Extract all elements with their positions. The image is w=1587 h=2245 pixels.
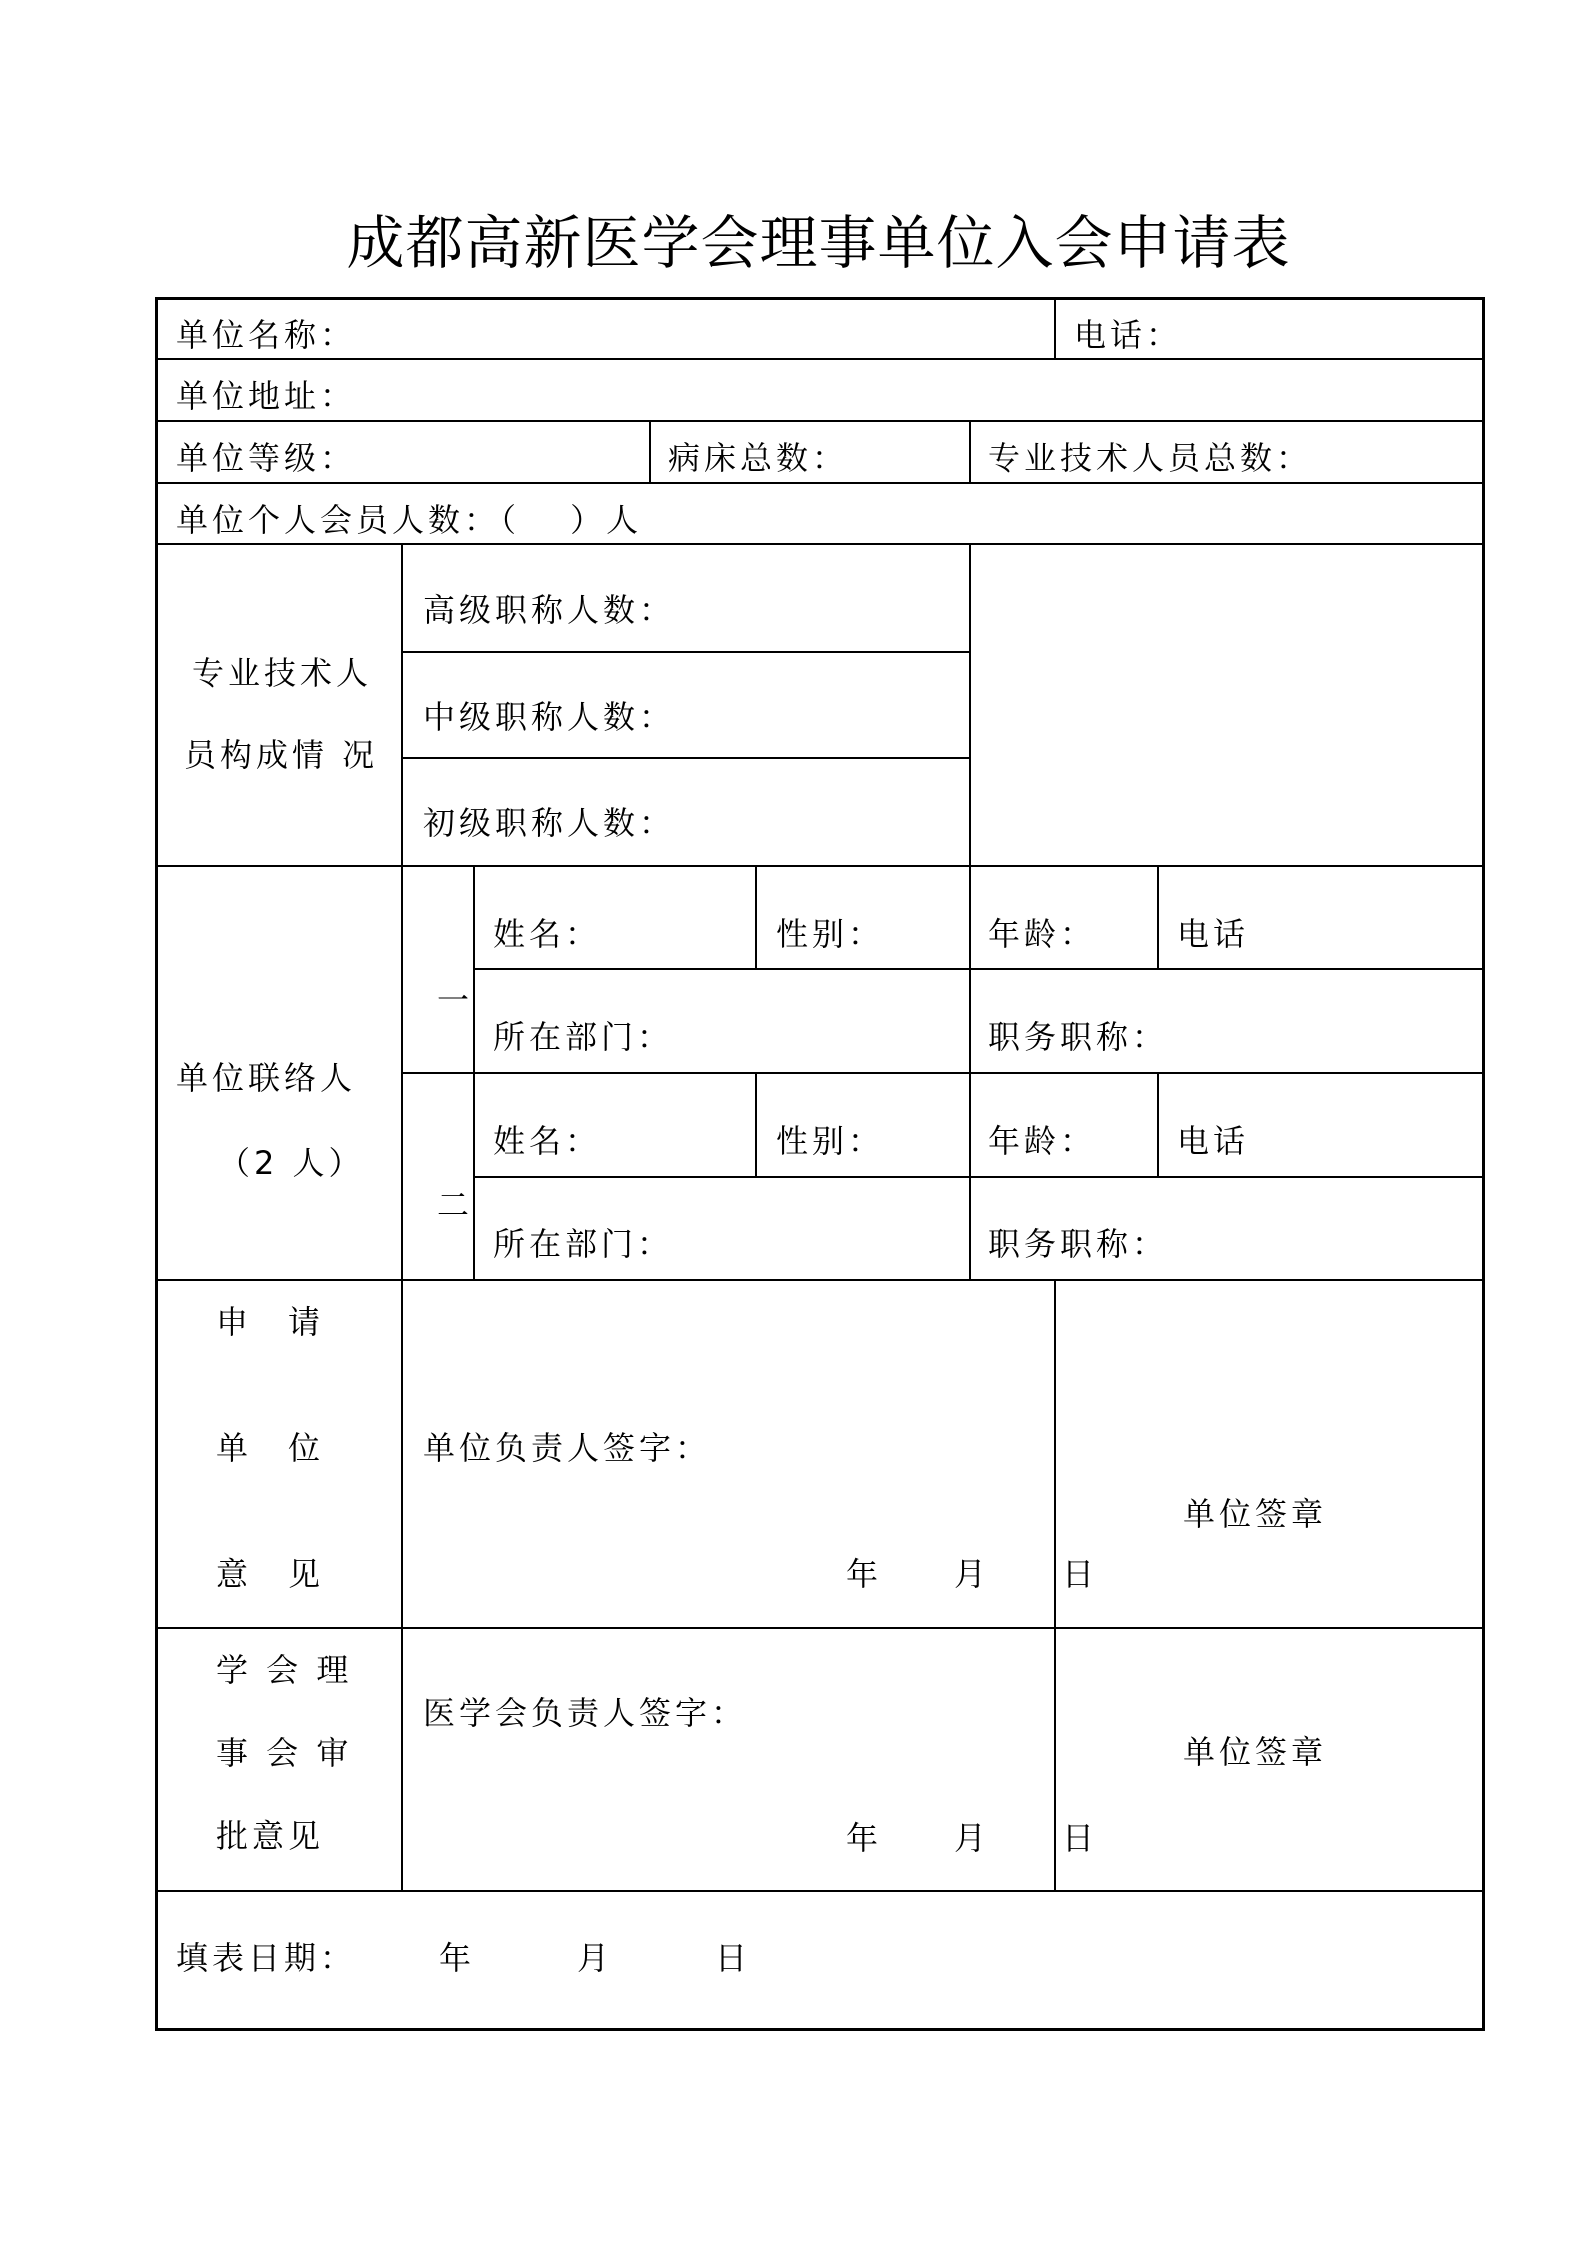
col-divider xyxy=(649,420,651,483)
senior-title-count-field[interactable]: 高级职称人数： xyxy=(423,591,676,629)
col-divider xyxy=(1157,865,1159,969)
approve-section-label: 事 会 审 xyxy=(216,1734,353,1772)
apply-date-field[interactable]: 年 月 日 xyxy=(846,1555,1099,1593)
approve-section-label: 学 会 理 xyxy=(216,1651,353,1689)
junior-title-count-field[interactable]: 初级职称人数： xyxy=(423,804,676,842)
contact-2-phone-field[interactable]: 电话 xyxy=(1177,1122,1250,1160)
col-divider xyxy=(969,543,971,866)
approve-section-label: 批意见 xyxy=(216,1817,325,1855)
col-divider xyxy=(1157,1072,1159,1177)
contact-2-department-field[interactable]: 所在部门： xyxy=(493,1225,674,1263)
fill-date-field[interactable]: 年 月 日 xyxy=(439,1939,762,1977)
contact-section-label: 单位联络人 xyxy=(176,1059,357,1097)
col-divider xyxy=(1054,297,1056,359)
staff-section-label: 专业技术人 xyxy=(192,654,373,692)
contact-section-label: （2 人） xyxy=(218,1144,365,1182)
contact-2-gender-field[interactable]: 性别： xyxy=(776,1122,885,1160)
page-title: 成都高新医学会理事单位入会申请表 xyxy=(346,209,1291,277)
staff-section-label: 员构成情 况 xyxy=(184,736,379,774)
row-divider xyxy=(155,543,1485,545)
row-divider xyxy=(155,482,1485,484)
staff-divider xyxy=(401,651,971,653)
bed-total-field[interactable]: 病床总数： xyxy=(668,439,849,477)
row-divider xyxy=(155,865,1485,867)
contact-1-age-field[interactable]: 年龄： xyxy=(988,915,1097,953)
row-divider xyxy=(155,1890,1485,1892)
col-divider xyxy=(755,1072,757,1177)
col-divider xyxy=(401,543,403,1891)
approve-seal-box: 单位签章 xyxy=(1183,1733,1328,1771)
row-divider xyxy=(155,420,1485,422)
contact-1-phone-field[interactable]: 电话 xyxy=(1177,915,1250,953)
phone-field[interactable]: 电话： xyxy=(1074,316,1183,354)
approve-date-field[interactable]: 年 月 日 xyxy=(846,1819,1099,1857)
apply-section-label: 申 请 xyxy=(216,1303,325,1341)
unit-address-field[interactable]: 单位地址： xyxy=(176,377,357,415)
tech-staff-total-field[interactable]: 专业技术人员总数： xyxy=(988,439,1313,477)
contact-1-position-field[interactable]: 职务职称： xyxy=(988,1018,1169,1056)
row-divider xyxy=(155,1279,1485,1281)
contact-1-name-field[interactable]: 姓名： xyxy=(493,915,602,953)
staff-divider xyxy=(401,757,971,759)
row-divider xyxy=(155,358,1485,360)
contact-2-position-field[interactable]: 职务职称： xyxy=(988,1225,1169,1263)
unit-leader-signature-field[interactable]: 单位负责人签字： xyxy=(423,1429,712,1467)
middle-title-count-field[interactable]: 中级职称人数： xyxy=(423,698,676,736)
col-divider xyxy=(473,865,475,1280)
apply-section-label: 单 位 xyxy=(216,1429,325,1467)
contact-2-age-field[interactable]: 年龄： xyxy=(988,1122,1097,1160)
contact-divider xyxy=(401,1072,1485,1074)
apply-section-label: 意 见 xyxy=(216,1555,325,1593)
unit-seal-box: 单位签章 xyxy=(1183,1495,1328,1533)
col-divider xyxy=(969,865,971,1280)
contact-divider xyxy=(473,1176,1485,1178)
contact-1-gender-field[interactable]: 性别： xyxy=(776,915,885,953)
row-divider xyxy=(155,1627,1485,1629)
contact-1-index: 一 xyxy=(437,981,474,1019)
col-divider xyxy=(755,865,757,969)
col-divider xyxy=(969,420,971,483)
contact-divider xyxy=(473,968,1485,970)
association-leader-signature-field[interactable]: 医学会负责人签字： xyxy=(423,1694,748,1732)
member-count-field[interactable]: 单位个人会员人数：（ ）人 xyxy=(176,501,643,539)
fill-date-label: 填表日期： xyxy=(176,1939,357,1977)
contact-2-name-field[interactable]: 姓名： xyxy=(493,1122,602,1160)
contact-2-index: 二 xyxy=(437,1186,474,1224)
unit-name-field[interactable]: 单位名称： xyxy=(176,316,357,354)
contact-1-department-field[interactable]: 所在部门： xyxy=(493,1018,674,1056)
unit-grade-field[interactable]: 单位等级： xyxy=(176,439,357,477)
